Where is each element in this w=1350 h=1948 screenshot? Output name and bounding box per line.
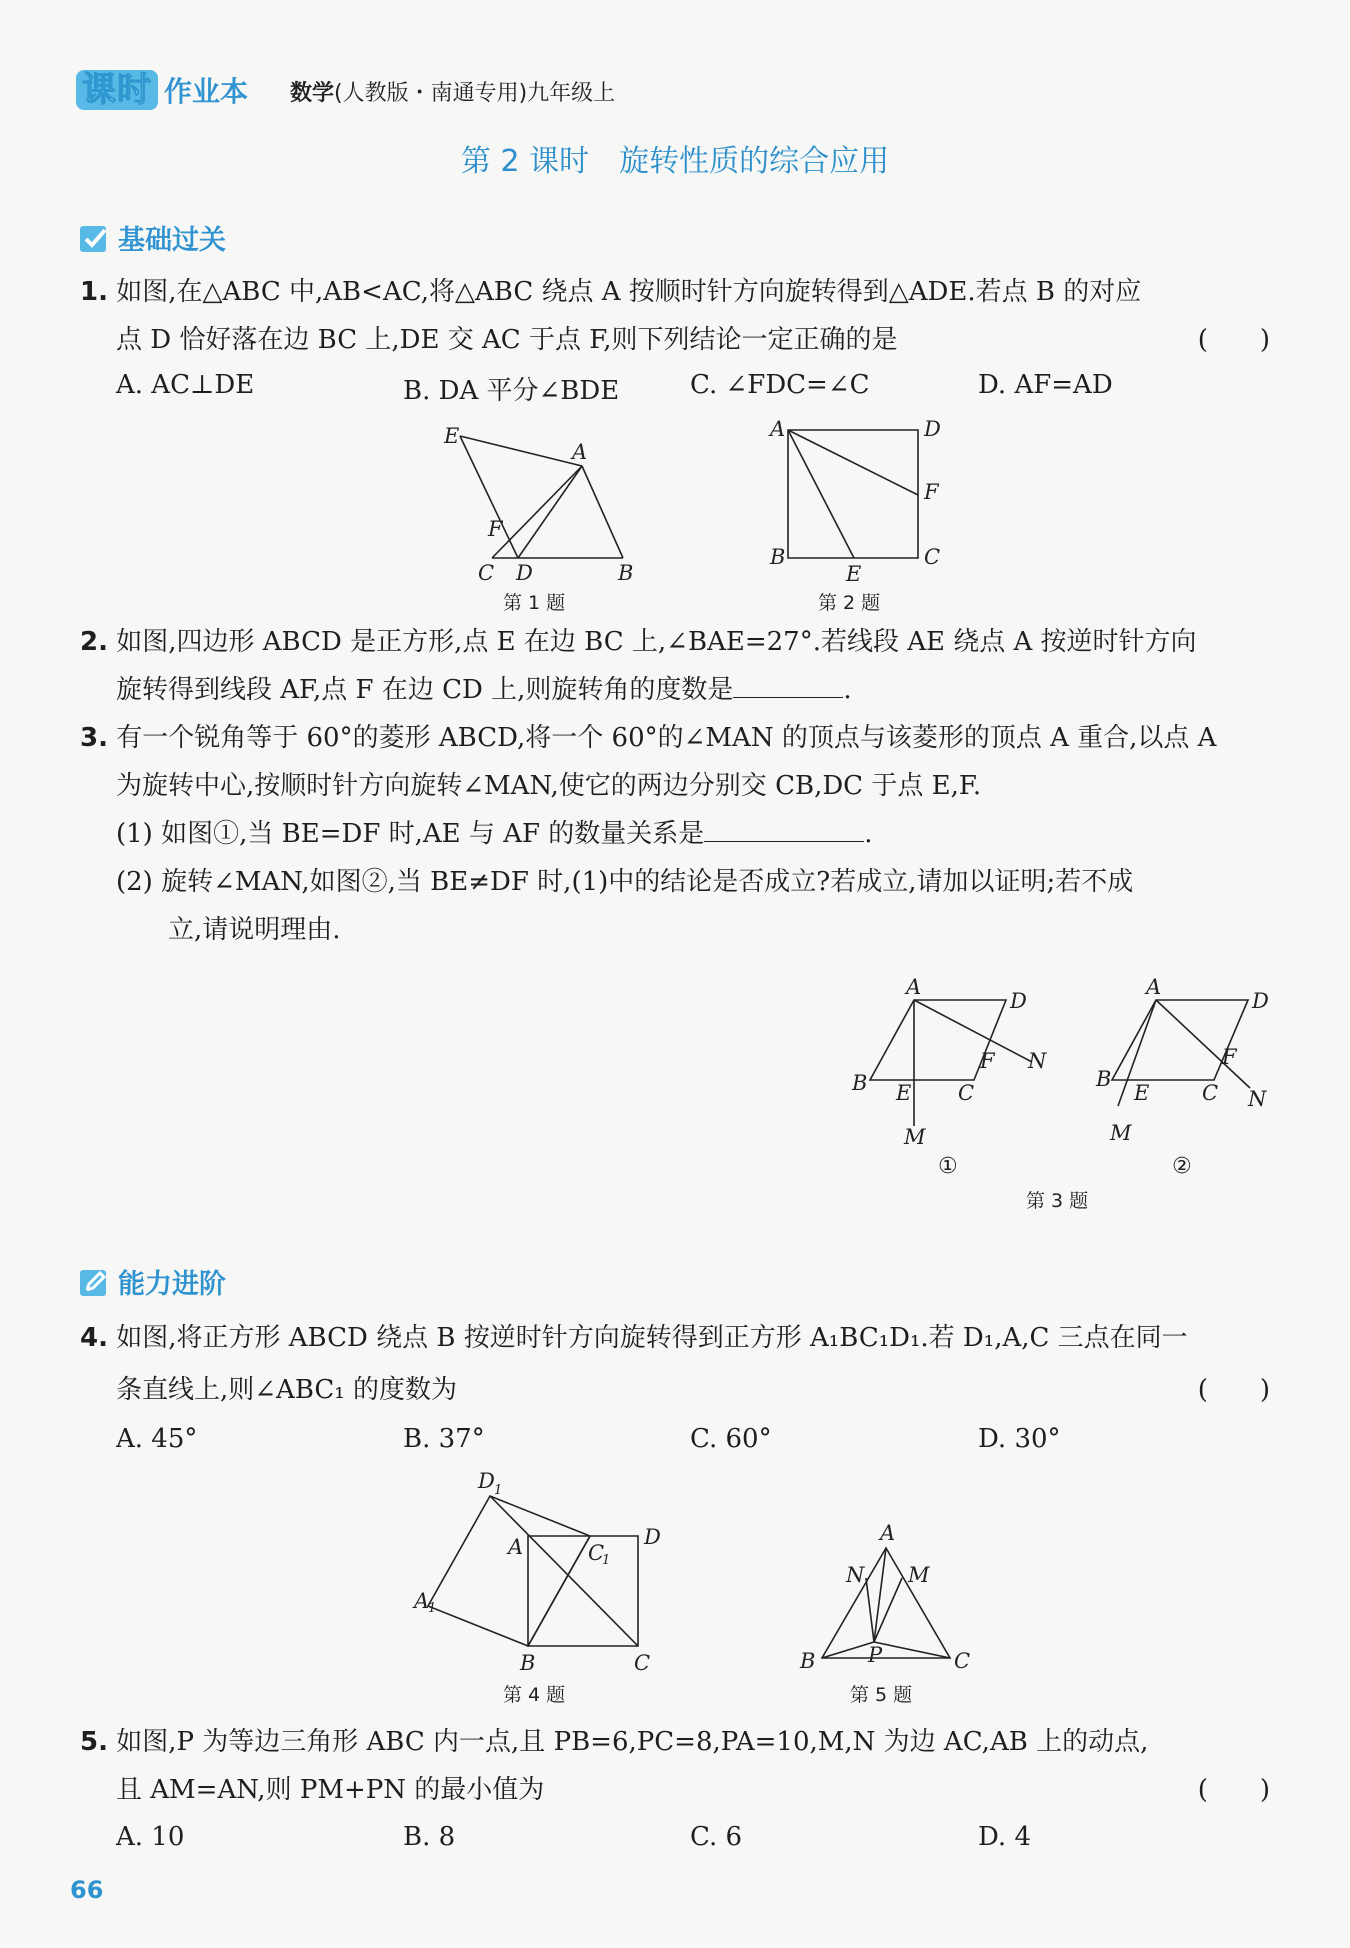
figure-q4 <box>408 1468 678 1678</box>
svg-text:M: M <box>908 1563 930 1587</box>
svg-text:D: D <box>1252 989 1269 1013</box>
option-b: B. 8 <box>403 1822 456 1852</box>
question-text-line: 条直线上,则∠ABC₁ 的度数为 <box>116 1375 457 1405</box>
option-b: B. DA 平分∠BDE <box>403 376 620 406</box>
section-title: 基础过关 <box>118 225 226 256</box>
answer-parentheses: ( ) <box>1197 325 1270 355</box>
question-number: 4. <box>80 1323 108 1353</box>
option-a: A. 45° <box>116 1424 198 1454</box>
option-c: C. 6 <box>690 1822 743 1852</box>
option-d: D. 30° <box>978 1424 1061 1454</box>
svg-text:A: A <box>906 976 922 999</box>
figure-q5 <box>792 1522 982 1682</box>
svg-text:A: A <box>880 1522 896 1545</box>
question-1 <box>80 268 1270 364</box>
svg-text:M: M <box>904 1125 926 1146</box>
option-b: B. 37° <box>403 1424 485 1454</box>
figure-caption: 第 2 题 <box>818 592 881 614</box>
subquestion-2: (2) 旋转∠MAN,如图②,当 BE≠DF 时,(1)中的结论是否成立?若成立,请加以证明;若不成 <box>116 867 1134 897</box>
option-a: A. AC⊥DE <box>116 370 255 400</box>
svg-text:F: F <box>1222 1045 1237 1069</box>
answer-blank[interactable] <box>704 811 864 842</box>
svg-text:F: F <box>980 1049 995 1073</box>
svg-text:1: 1 <box>494 1483 503 1498</box>
question-text-line: 且 AM=AN,则 PM+PN 的最小值为 <box>116 1775 545 1805</box>
logo-main-text: 课时 <box>76 70 158 110</box>
question-2 <box>80 618 1270 714</box>
svg-text:1: 1 <box>602 1553 611 1568</box>
svg-text:E: E <box>1134 1081 1150 1105</box>
svg-text:B: B <box>770 545 786 569</box>
svg-text:C: C <box>1202 1081 1219 1105</box>
figure-caption: 第 5 题 <box>850 1684 913 1706</box>
question-text-line: 有一个锐角等于 60°的菱形 ABCD,将一个 60°的∠MAN 的顶点与该菱形的顶点 A 重合,以点 A <box>116 723 1217 753</box>
svg-text:M: M <box>1110 1121 1132 1145</box>
svg-text:N: N <box>1028 1049 1047 1073</box>
svg-text:A: A <box>572 440 588 464</box>
logo-sub-text: 作业本 <box>164 75 249 108</box>
svg-text:B: B <box>852 1071 868 1095</box>
svg-text:A: A <box>1146 976 1162 999</box>
page-number: 66 <box>70 1876 104 1904</box>
svg-text:B: B <box>618 561 634 585</box>
punctuation: . <box>864 819 873 849</box>
question-number: 2. <box>80 627 108 657</box>
question-text-line: 为旋转中心,按顺时针方向旋转∠MAN,使它的两边分别交 CB,DC 于点 E,F. <box>116 771 982 801</box>
option-d: D. 4 <box>978 1822 1031 1852</box>
figure-q2 <box>762 414 952 586</box>
question-text-line: 如图,将正方形 ABCD 绕点 B 按逆时针方向旋转得到正方形 A₁BC₁D₁.若 D₁,A,C 三点在同一 <box>116 1323 1188 1353</box>
svg-text:A: A <box>414 1589 430 1613</box>
svg-text:E: E <box>846 562 862 586</box>
svg-text:D: D <box>516 561 533 585</box>
svg-text:N: N <box>1248 1087 1267 1111</box>
lesson-title: 第 2 课时 旋转性质的综合应用 <box>460 144 890 179</box>
svg-text:C: C <box>634 1651 651 1675</box>
book-edition: (人教版・南通专用)九年级上 <box>334 81 616 106</box>
figure-label: ① <box>938 1154 958 1179</box>
svg-text:E: E <box>444 424 460 448</box>
section-title: 能力进阶 <box>118 1269 226 1300</box>
svg-text:D: D <box>644 1525 661 1549</box>
subquestion-2-continued: 立,请说明理由. <box>168 915 341 945</box>
question-number: 5. <box>80 1727 108 1757</box>
svg-text:C: C <box>924 545 941 569</box>
answer-parentheses: ( ) <box>1197 1375 1270 1405</box>
svg-text:P: P <box>868 1643 883 1667</box>
question-text-line: 如图,在△ABC 中,AB<AC,将△ABC 绕点 A 按顺时针方向旋转得到△ADE.若点 B 的对应 <box>116 277 1142 307</box>
question-number: 3. <box>80 723 108 753</box>
question-text-line: 如图,P 为等边三角形 ABC 内一点,且 PB=6,PC=8,PA=10,M,N 为边 AC,AB 上的动点, <box>116 1727 1149 1757</box>
svg-text:D: D <box>1010 989 1027 1013</box>
svg-text:B: B <box>1096 1067 1112 1091</box>
svg-text:F: F <box>924 480 939 504</box>
book-title <box>290 76 615 107</box>
book-subject: 数学 <box>290 81 335 106</box>
question-text-line: 点 D 恰好落在边 BC 上,DE 交 AC 于点 F,则下列结论一定正确的是 <box>116 325 898 355</box>
svg-text:D: D <box>478 1469 495 1493</box>
figure-q1 <box>430 418 650 588</box>
svg-text:C: C <box>954 1649 971 1673</box>
svg-text:N: N <box>846 1563 865 1587</box>
question-5 <box>80 1718 1270 1814</box>
publisher-logo <box>76 70 248 110</box>
svg-text:C: C <box>958 1081 975 1105</box>
svg-text:1: 1 <box>428 1601 437 1616</box>
svg-text:F: F <box>488 517 503 541</box>
option-a: A. 10 <box>116 1822 185 1852</box>
punctuation: . <box>843 675 852 705</box>
figure-q3-1 <box>846 976 1056 1146</box>
figure-caption: 第 4 题 <box>503 1684 566 1706</box>
svg-text:C: C <box>588 1541 605 1565</box>
option-c: C. ∠FDC=∠C <box>690 370 870 400</box>
figure-caption: 第 3 题 <box>1026 1190 1089 1212</box>
svg-text:C: C <box>478 561 495 585</box>
figure-q3-2 <box>1092 976 1282 1146</box>
figure-label: ② <box>1172 1154 1192 1179</box>
option-c: C. 60° <box>690 1424 772 1454</box>
section-heading-advanced <box>78 1262 226 1301</box>
subquestion-1: (1) 如图①,当 BE=DF 时,AE 与 AF 的数量关系是 <box>116 819 705 849</box>
svg-text:D: D <box>924 417 941 441</box>
question-4 <box>80 1314 1270 1414</box>
answer-parentheses: ( ) <box>1197 1775 1270 1805</box>
question-number: 1. <box>80 277 108 307</box>
option-d: D. AF=AD <box>978 370 1113 400</box>
answer-blank[interactable] <box>733 667 843 698</box>
checkbox-icon <box>78 222 110 254</box>
svg-text:E: E <box>896 1081 912 1105</box>
svg-text:A: A <box>770 417 786 441</box>
pencil-icon <box>78 1266 110 1298</box>
section-heading-basic <box>78 218 226 257</box>
question-3 <box>80 714 1270 954</box>
question-text-line: 旋转得到线段 AF,点 F 在边 CD 上,则旋转角的度数是 <box>116 675 734 705</box>
svg-text:A: A <box>508 1535 524 1559</box>
svg-text:B: B <box>520 1651 536 1675</box>
svg-text:B: B <box>800 1649 816 1673</box>
figure-caption: 第 1 题 <box>503 592 566 614</box>
question-text-line: 如图,四边形 ABCD 是正方形,点 E 在边 BC 上,∠BAE=27°.若线段 AE 绕点 A 按逆时针方向 <box>116 627 1197 657</box>
